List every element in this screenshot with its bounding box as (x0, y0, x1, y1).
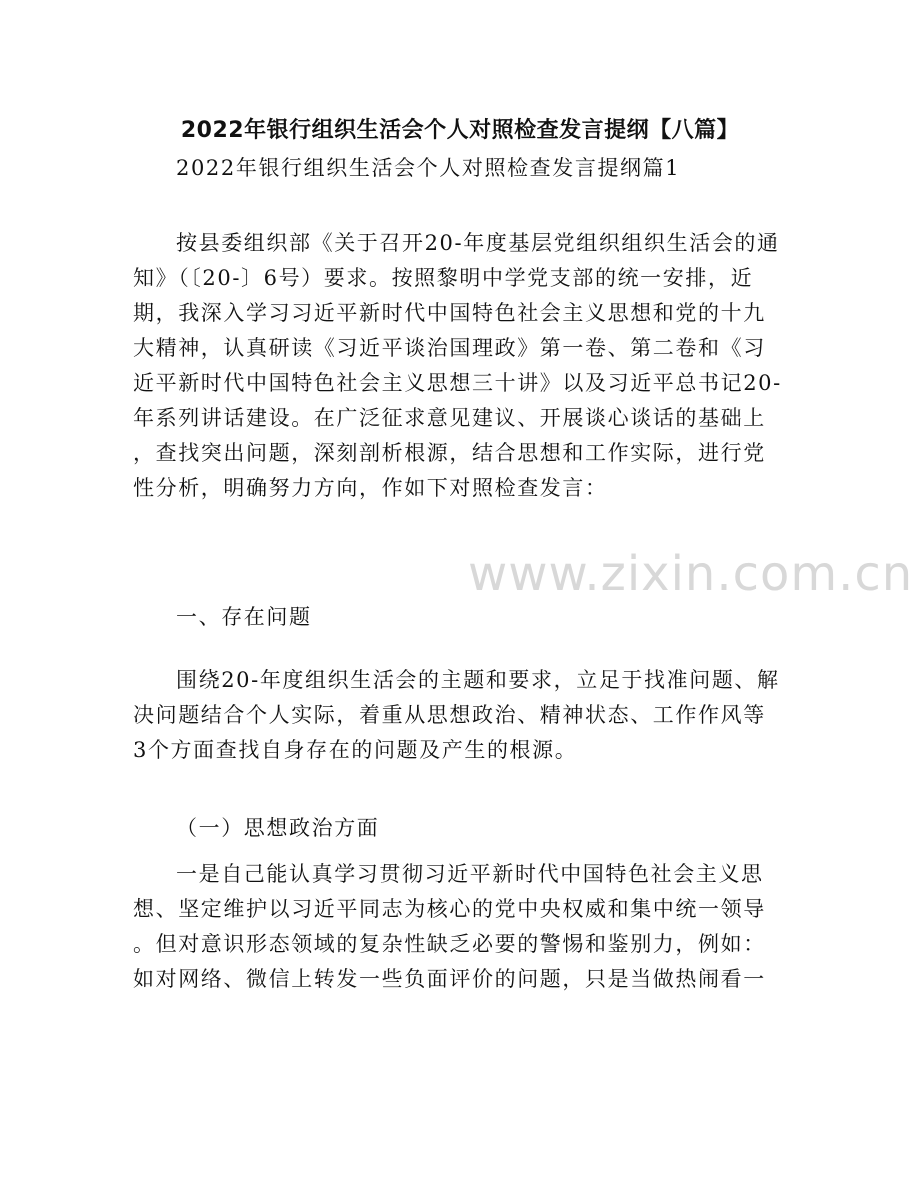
subtitle-text: 2022年银行组织生活会个人对照检查发言提纲篇1 (176, 156, 681, 180)
paragraph-2 (133, 663, 790, 768)
paragraph-line: 按县委组织部《关于召开20-年度基层党组织组织生活会的通 (176, 231, 780, 255)
paragraph-3 (133, 857, 790, 997)
paragraph-line: 期，我深入学习习近平新时代中国特色社会主义思想和党的十九 (133, 301, 766, 325)
paragraph-line: 3个方面查找自身存在的问题及产生的根源。 (133, 738, 578, 762)
paragraph-line: 一是自己能认真学习贯彻习近平新时代中国特色社会主义思 (176, 862, 764, 886)
paragraph-line: 决问题结合个人实际，着重从思想政治、精神状态、工作作风等 (133, 703, 766, 727)
paragraph-1 (133, 226, 790, 506)
paragraph-line: 。但对意识形态领域的复杂性缺乏必要的警惕和鉴别力，例如： (133, 932, 766, 956)
paragraph-line: 性分析，明确努力方向，作如下对照检查发言： (133, 476, 608, 500)
paragraph-line: 想、坚定维护以习近平同志为核心的党中央权威和集中统一领导 (133, 897, 766, 921)
document-title: 2022年银行组织生活会个人对照检查发言提纲【八篇】 (180, 118, 740, 143)
paragraph-line: ，查找突出问题，深刻剖析根源，结合思想和工作实际，进行党 (133, 441, 766, 465)
paragraph-line: 年系列讲话建设。在广泛征求意见建议、开展谈心谈话的基础上 (133, 406, 766, 430)
section-heading-text: 一、存在问题 (176, 605, 312, 629)
paragraph-line: 大精神，认真研读《习近平谈治国理政》第一卷、第二卷和《习 (133, 336, 766, 360)
paragraph-line: 如对网络、微信上转发一些负面评价的问题，只是当做热闹看一 (133, 967, 766, 991)
paragraph-line: 近平新时代中国特色社会主义思想三十讲》以及习近平总书记20- (133, 371, 782, 395)
paragraph-line: 知》（〔20-〕6号）要求。按照黎明中学党支部的统一安排，近 (133, 266, 754, 290)
document-subtitle (133, 151, 790, 186)
section-heading-text: （一）思想政治方面 (176, 816, 380, 840)
section-heading-1 (133, 600, 790, 635)
watermark-text: www.zixin.com.cn (468, 546, 914, 602)
paragraph-line: 围绕20-年度组织生活会的主题和要求，立足于找准问题、解 (176, 668, 780, 692)
section-heading-2 (133, 811, 790, 846)
